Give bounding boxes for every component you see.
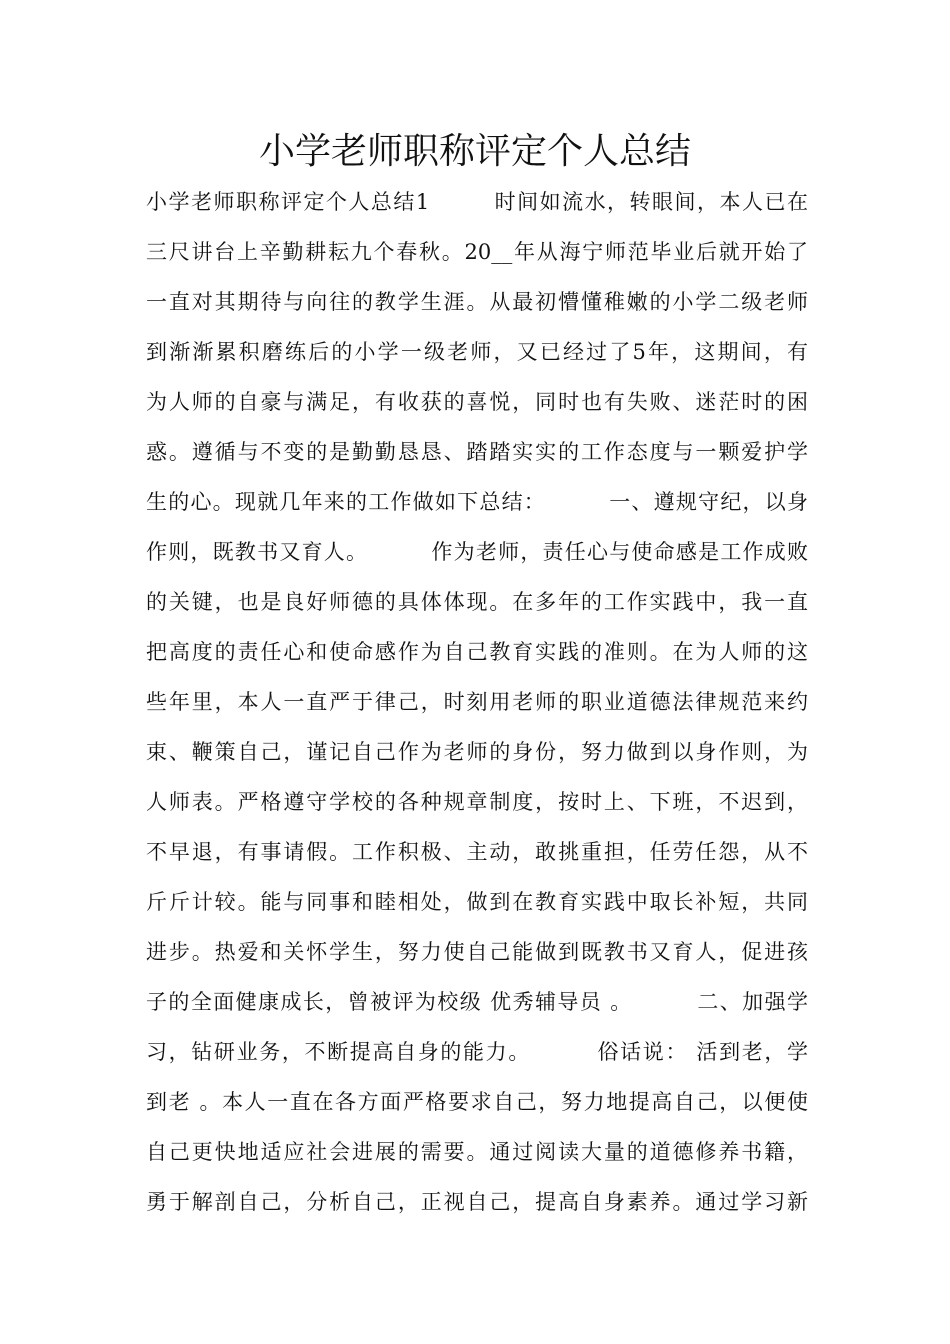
body-line: 到渐渐累积磨练后的小学一级老师，又已经过了5年，这期间，有 — [146, 340, 808, 364]
body-line: 小学老师职称评定个人总结1 时间如流水，转眼间，本人已在 — [146, 190, 808, 214]
body-line: 斤斤计较。能与同事和睦相处，做到在教育实践中取长补短，共同 — [146, 890, 808, 914]
body-line: 惑。遵循与不变的是勤勤恳恳、踏踏实实的工作态度与一颗爱护学 — [146, 440, 808, 464]
body-line: 的关键，也是良好师德的具体体现。在多年的工作实践中，我一直 — [146, 590, 808, 614]
body-line: 三尺讲台上辛勤耕耘九个春秋。20__年从海宁师范毕业后就开始了 — [146, 240, 808, 264]
body-line: 为人师的自豪与满足，有收获的喜悦，同时也有失败、迷茫时的困 — [146, 390, 808, 414]
body-line: 一直对其期待与向往的教学生涯。从最初懵懂稚嫩的小学二级老师 — [146, 290, 808, 314]
body-line: 不早退，有事请假。工作积极、主动，敢挑重担，任劳任怨，从不 — [146, 840, 808, 864]
body-line: 到老 。本人一直在各方面严格要求自己，努力地提高自己，以便使 — [146, 1090, 808, 1114]
body-line: 子的全面健康成长，曾被评为校级 优秀辅导员 。 二、加强学 — [146, 990, 808, 1014]
body-line: 作则，既教书又育人。 作为老师，责任心与使命感是工作成败 — [146, 540, 808, 564]
body-line: 习，钻研业务，不断提高自身的能力。 俗话说： 活到老，学 — [146, 1040, 808, 1064]
body-line: 自己更快地适应社会进展的需要。通过阅读大量的道德修养书籍， — [146, 1140, 808, 1164]
body-line: 束、鞭策自己，谨记自己作为老师的身份，努力做到以身作则，为 — [146, 740, 808, 764]
body-line: 生的心。现就几年来的工作做如下总结： 一、遵规守纪，以身 — [146, 490, 808, 514]
document-body — [146, 177, 808, 1227]
body-line: 人师表。严格遵守学校的各种规章制度，按时上、下班，不迟到， — [146, 790, 808, 814]
body-line: 些年里，本人一直严于律己，时刻用老师的职业道德法律规范来约 — [146, 690, 808, 714]
body-line: 进步。热爱和关怀学生，努力使自己能做到既教书又育人，促进孩 — [146, 940, 808, 964]
body-line: 把高度的责任心和使命感作为自己教育实践的准则。在为人师的这 — [146, 640, 808, 664]
document-title: 小学老师职称评定个人总结 — [258, 131, 691, 172]
body-line: 勇于解剖自己，分析自己，正视自己，提高自身素养。通过学习新 — [146, 1190, 808, 1214]
